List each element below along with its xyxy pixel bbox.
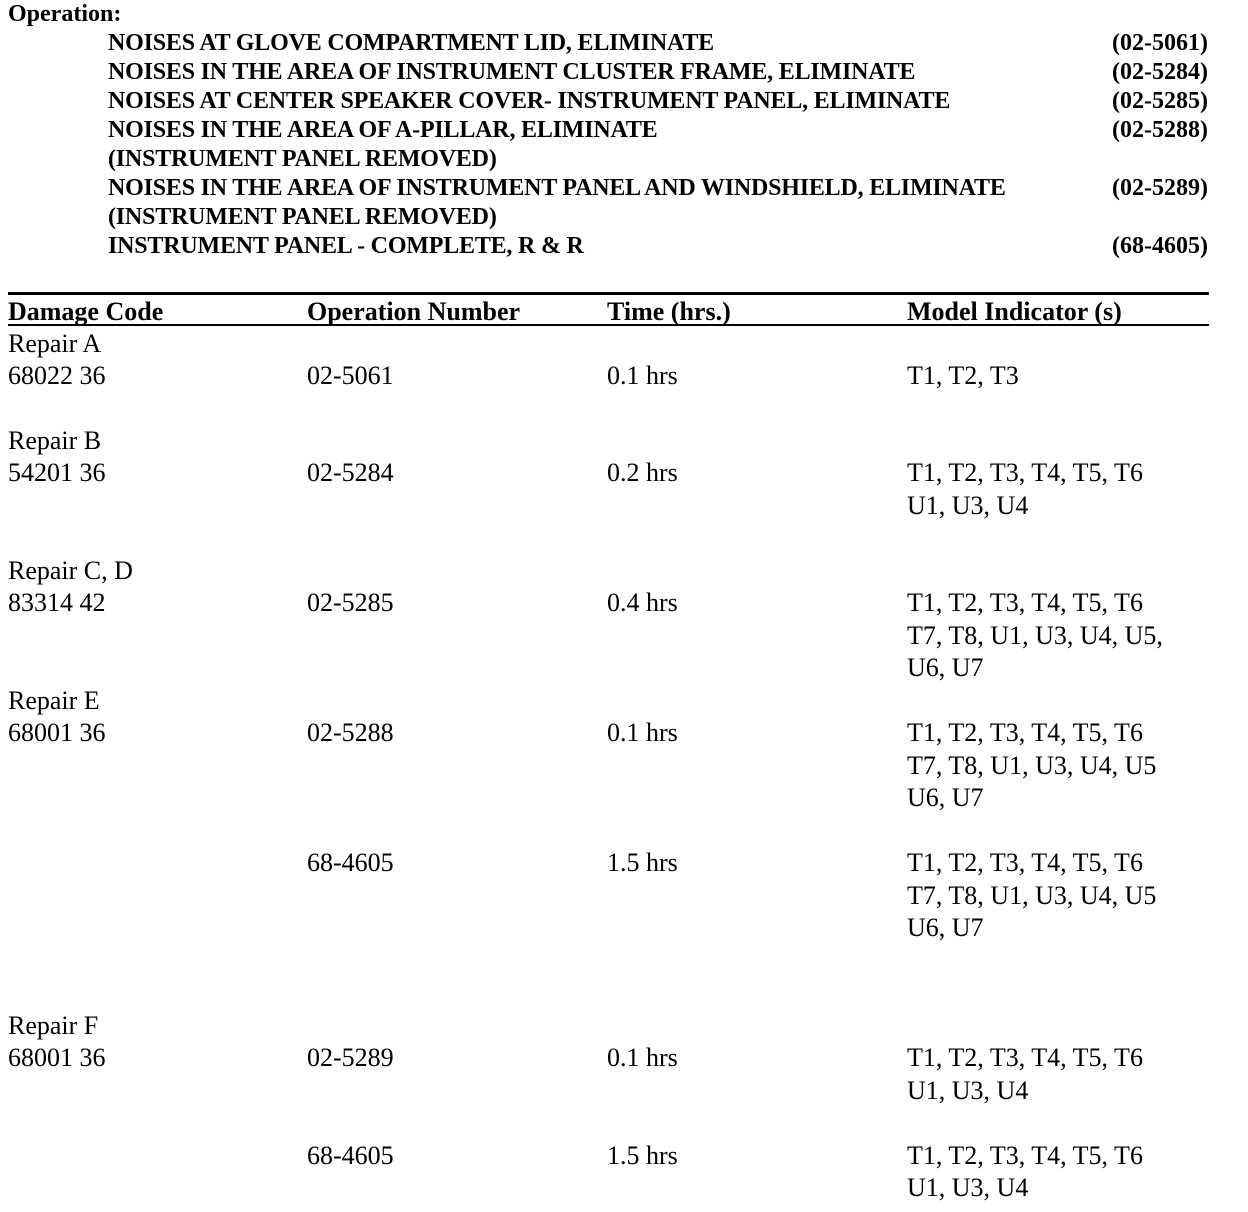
time-hrs: 0.1 hrs <box>607 1043 678 1072</box>
operation-subtitle: (INSTRUMENT PANEL REMOVED) <box>108 146 497 172</box>
operation-number: 68-4605 <box>307 848 394 877</box>
operation-number: (02-5289) <box>1112 175 1208 201</box>
operation-title: NOISES AT GLOVE COMPARTMENT LID, ELIMINATE <box>108 30 714 56</box>
model-indicator: U1, U3, U4 <box>907 1076 1029 1105</box>
repair-label: Repair C, D <box>8 556 133 585</box>
operation-number: (02-5285) <box>1112 88 1208 114</box>
operation-number: (02-5288) <box>1112 117 1208 143</box>
repair-label: Repair F <box>8 1011 99 1040</box>
operation-number: (68-4605) <box>1112 233 1208 259</box>
operation-title: NOISES IN THE AREA OF A-PILLAR, ELIMINATE <box>108 117 658 143</box>
operation-subtitle: (INSTRUMENT PANEL REMOVED) <box>108 204 497 230</box>
repair-label: Repair E <box>8 686 100 715</box>
model-indicator: T1, T2, T3, T4, T5, T6 <box>907 1043 1143 1072</box>
model-indicator: T1, T2, T3, T4, T5, T6 <box>907 848 1143 877</box>
operation-number: 02-5285 <box>307 588 394 617</box>
header-damage-code: Damage Code <box>8 297 164 326</box>
operation-item <box>108 87 1208 116</box>
model-indicator: U1, U3, U4 <box>907 1173 1029 1202</box>
operation-list <box>108 29 1208 261</box>
operation-item <box>108 29 1208 58</box>
header-operation-number: Operation Number <box>307 297 521 326</box>
model-indicator: U6, U7 <box>907 783 984 812</box>
time-hrs: 1.5 hrs <box>607 1141 678 1170</box>
time-hrs: 0.4 hrs <box>607 588 678 617</box>
operation-item <box>108 116 1208 145</box>
operation-title: INSTRUMENT PANEL - COMPLETE, R & R <box>108 233 584 259</box>
operation-title: NOISES IN THE AREA OF INSTRUMENT PANEL AND WINDSHIELD, ELIMINATE <box>108 175 1006 201</box>
damage-code: 83314 42 <box>8 588 106 617</box>
model-indicator: T1, T2, T3 <box>907 361 1019 390</box>
model-indicator: T1, T2, T3, T4, T5, T6 <box>907 718 1143 747</box>
operation-number: 68-4605 <box>307 1141 394 1170</box>
model-indicator: T7, T8, U1, U3, U4, U5, <box>907 621 1163 650</box>
model-indicator: U1, U3, U4 <box>907 491 1029 520</box>
time-hrs: 0.1 hrs <box>607 361 678 390</box>
operation-number: (02-5061) <box>1112 30 1208 56</box>
operation-number: 02-5288 <box>307 718 394 747</box>
operation-item <box>108 58 1208 87</box>
damage-code: 54201 36 <box>8 458 106 487</box>
damage-code: 68001 36 <box>8 718 106 747</box>
operation-item <box>108 174 1208 203</box>
operation-heading: Operation: <box>8 1 122 27</box>
operation-item <box>108 232 1208 261</box>
damage-code: 68001 36 <box>8 1043 106 1072</box>
header-model-indicator: Model Indicator (s) <box>907 297 1122 326</box>
operation-number: (02-5284) <box>1112 59 1208 85</box>
operation-number: 02-5289 <box>307 1043 394 1072</box>
header-time: Time (hrs.) <box>607 297 731 326</box>
time-hrs: 0.1 hrs <box>607 718 678 747</box>
model-indicator: T1, T2, T3, T4, T5, T6 <box>907 588 1143 617</box>
model-indicator: U6, U7 <box>907 913 984 942</box>
operation-number: 02-5284 <box>307 458 394 487</box>
operation-title: NOISES AT CENTER SPEAKER COVER- INSTRUMENT PANEL, ELIMINATE <box>108 88 951 114</box>
model-indicator: U6, U7 <box>907 653 984 682</box>
model-indicator: T1, T2, T3, T4, T5, T6 <box>907 1141 1143 1170</box>
time-hrs: 1.5 hrs <box>607 848 678 877</box>
model-indicator: T7, T8, U1, U3, U4, U5 <box>907 881 1157 910</box>
damage-code: 68022 36 <box>8 361 106 390</box>
operation-number: 02-5061 <box>307 361 394 390</box>
time-hrs: 0.2 hrs <box>607 458 678 487</box>
operation-title: NOISES IN THE AREA OF INSTRUMENT CLUSTER FRAME, ELIMINATE <box>108 59 916 85</box>
repair-label: Repair B <box>8 426 102 455</box>
repair-label: Repair A <box>8 329 102 358</box>
table-top-rule <box>8 292 1209 295</box>
model-indicator: T7, T8, U1, U3, U4, U5 <box>907 751 1157 780</box>
model-indicator: T1, T2, T3, T4, T5, T6 <box>907 458 1143 487</box>
